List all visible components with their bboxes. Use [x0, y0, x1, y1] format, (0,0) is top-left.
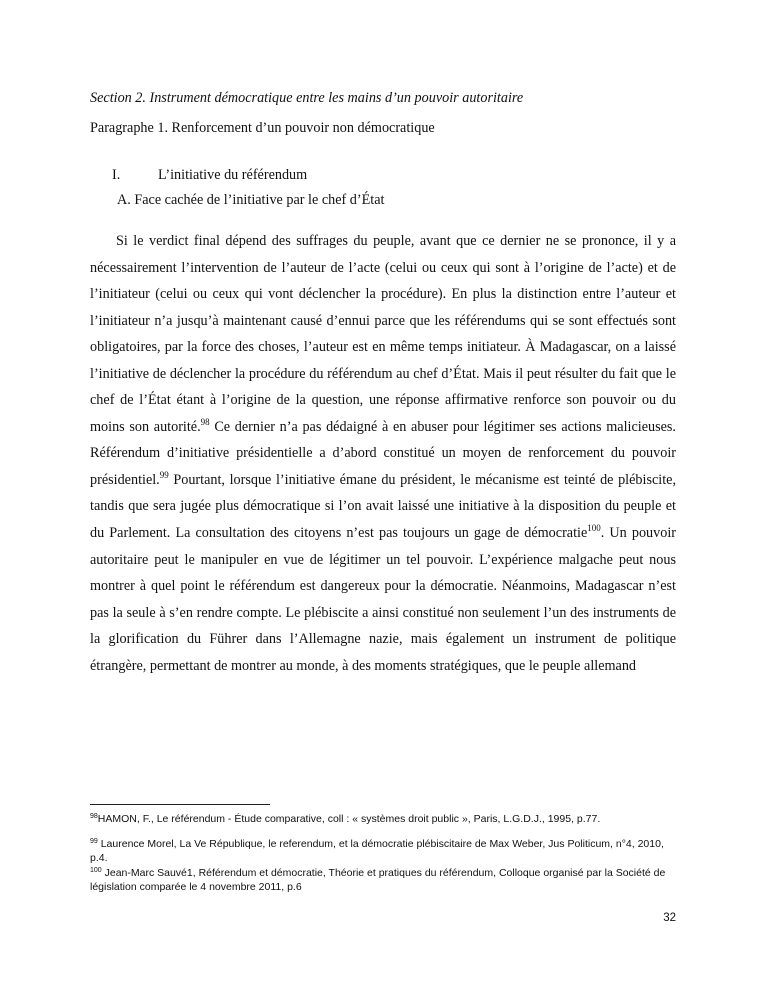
footnote-text: HAMON, F., Le référendum - Étude comparative, coll : « systèmes droit public », Paris, L.G.D.J., 1995, p.77. — [97, 813, 601, 825]
footnote-number: 98 — [90, 813, 98, 820]
body-part-3: Pourtant, lorsque l’initiative émane du président, le mécanisme est teinté de plébiscite, tandis que sera jugée plus démocratique si l’on avait laissé une initiative à la disposition du peuple et du Parlement. La consultation des citoyens n’est pas toujours un gage de démocratie — [90, 471, 676, 542]
footnote-ref-99[interactable]: 99 — [159, 469, 169, 480]
footnote-ref-98[interactable]: 98 — [200, 416, 210, 427]
footnote-number: 100 — [90, 866, 102, 874]
footnote-98 — [90, 812, 680, 827]
footnote-separator — [90, 804, 270, 805]
footnote-ref-100[interactable]: 100 — [587, 523, 601, 534]
page-number: 32 — [663, 912, 676, 924]
heading-a: A. Face cachée de l’initiative par le chef d’État — [117, 192, 385, 208]
body-part-4: . Un pouvoir autoritaire peut le manipuler en vue de légitimer un tel pouvoir. L’expérience malgache peut nous montrer à quel point le référendum est dangereux pour la démocratie. Néanmoins, Madagascar n’est pas la seule à s’en rendre compte. Le plébiscite a ainsi constitué non seulement l’un des instruments de la glorification du Führer dans l’Allemagne nazie, mais également un instrument de politique étrangère, permettant de montrer au monde, à des moments stratégiques, que le peuple allemand — [90, 525, 676, 674]
heading-i-number: I. — [112, 167, 121, 183]
body-paragraph — [90, 228, 676, 679]
footnote-100 — [90, 866, 680, 895]
footnote-text: Laurence Morel, La Ve République, le referendum, et la démocratie plébiscitaire de Max Weber, Jus Politicum, n°4, 2010, p.4. — [90, 837, 664, 864]
footnote-number: 99 — [90, 837, 98, 845]
heading-i — [112, 167, 307, 184]
body-part-1: Si le verdict final dépend des suffrages du peuple, avant que ce dernier ne se prononce, il y a nécessairement l’intervention de l’auteur de l’acte (celui ou ceux qui sont à l’origine de l’acte) et de l’initiateur (celui ou ceux qui vont déclencher la procédure). En plus la distinction entre l’auteur et l’initiateur n’a jusqu’à maintenant causé d’ennui parce que les référendums qui se sont effectués sont obligatoires, par la force des choses, l’auteur est en même temps initiateur. À Madagascar, on a laissé l’initiative de déclencher la procédure du référendum au chef d’État. Mais il peut résulter du fait que le chef de l’État étant à l’origine de la question, une réponse affirmative renforce son pouvoir ou du moins son autorité. — [90, 233, 676, 435]
body-part-2: Ce dernier n’a pas dédaigné à en abuser pour légitimer ses actions malicieuses. Référendum d’initiative présidentielle a d’abord constitué un moyen de renforcement du pouvoir présidentiel. — [90, 418, 676, 488]
footnote-99 — [90, 837, 680, 866]
paragraph-title: Paragraphe 1. Renforcement d’un pouvoir non démocratique — [90, 120, 435, 136]
footnotes — [90, 812, 680, 895]
footnote-text: Jean-Marc Sauvé1, Référendum et démocratie, Théorie et pratiques du référendum, Colloque organisé par la Société de législation comparée le 4 novembre 2011, p.6 — [90, 866, 666, 893]
section-title: Section 2. Instrument démocratique entre les mains d’un pouvoir autoritaire — [90, 90, 524, 106]
heading-i-text: L’initiative du référendum — [158, 167, 308, 183]
